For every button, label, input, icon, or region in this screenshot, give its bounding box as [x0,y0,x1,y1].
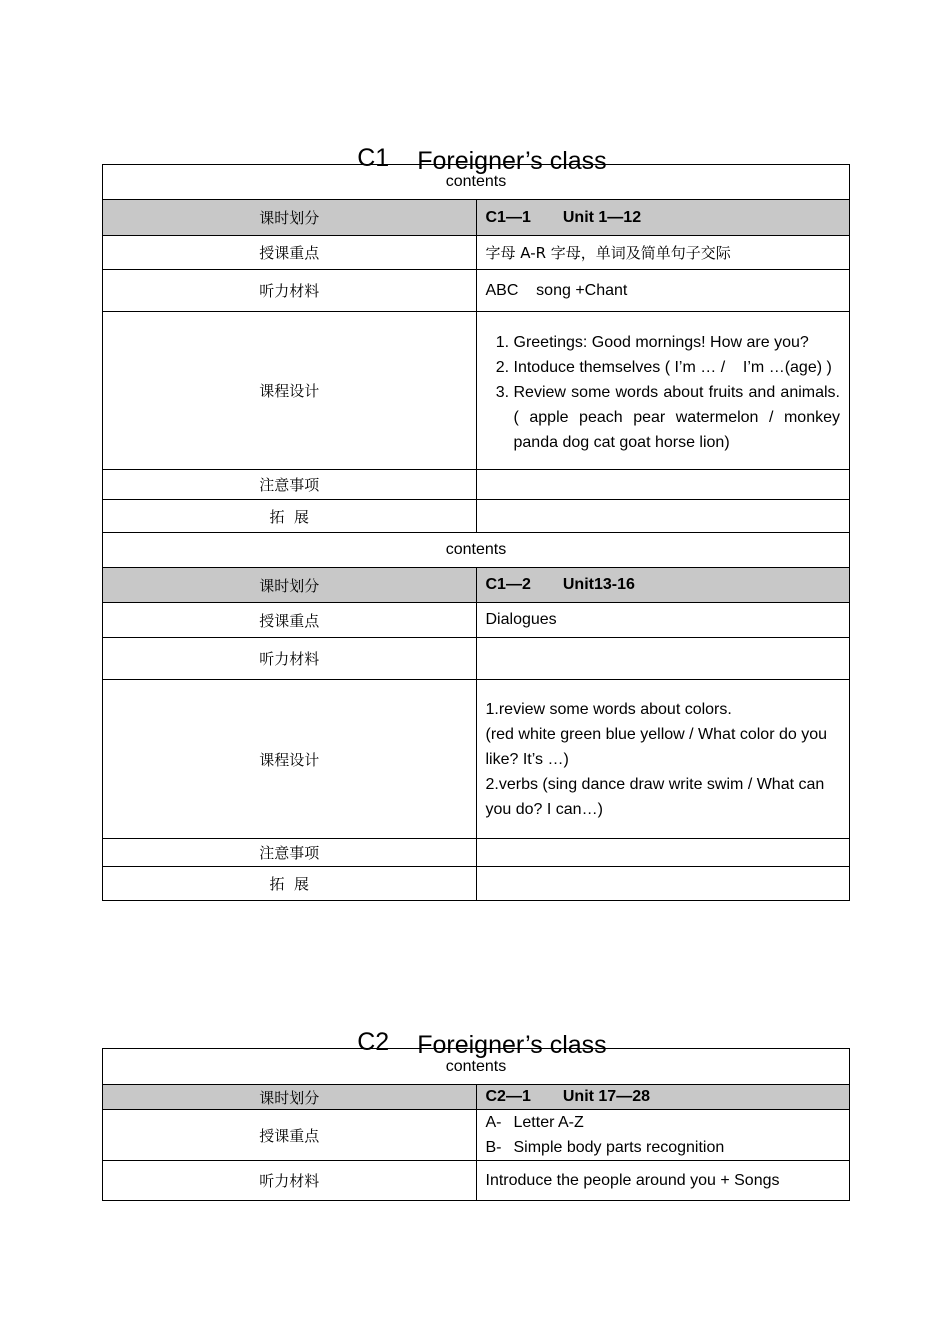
listening-label: 听力材料 [103,1161,477,1201]
design-value [476,680,850,839]
period-label: 课时划分 [103,568,477,603]
focus-item-marker: B- [485,1139,502,1156]
period-value [476,200,850,236]
focus-row [103,236,850,270]
focus-item-text: Simple body parts recognition [513,1139,725,1156]
period-code: C1—1 [485,208,531,226]
listening-value: Introduce the people around you + Songs [476,1161,850,1201]
design-line: 1.review some words about colors. [485,700,732,718]
notes-label: 注意事项 [103,839,477,867]
period-unit: Unit13-16 [562,576,635,593]
notes-value [476,839,850,867]
design-row [103,680,850,839]
period-label: 课时划分 [103,1085,477,1110]
focus-value: Dialogues [476,603,850,638]
design-item: 2. Intoduce themselves ( I’m … / I’m …(age) ) [514,355,841,380]
period-value [476,1085,850,1110]
c2-title-code: C2 [357,1028,390,1056]
design-label: 课程设计 [103,680,477,839]
focus-item-marker: A- [485,1114,502,1131]
design-row [103,312,850,470]
period-row [103,568,850,603]
notes-label: 注意事项 [103,470,477,500]
extension-value [476,500,850,533]
listening-label: 听力材料 [103,638,477,680]
extension-label: 拓 展 [103,867,477,901]
listening-label: 听力材料 [103,270,477,312]
contents-header: contents [103,1049,850,1085]
notes-value [476,470,850,500]
focus-item [486,1110,841,1135]
period-row [103,200,850,236]
period-row [103,1085,850,1110]
listening-row [103,638,850,680]
design-item: 3. Review some words about fruits and animals.( apple peach pear watermelon / monkey panda dog cat goat horse lion) [514,380,841,455]
listening-value [476,638,850,680]
extension-label: 拓 展 [103,500,477,533]
focus-value [476,1110,850,1161]
focus-item [486,1135,841,1160]
listening-row [103,1161,850,1201]
contents-header: contents [103,533,850,568]
c1-lesson-table [102,164,850,901]
extension-row [103,500,850,533]
period-unit: Unit 17—28 [562,1088,650,1105]
period-value [476,568,850,603]
design-item: 1. Greetings: Good mornings! How are you? [514,330,841,355]
contents-row [103,165,850,200]
c1-title-text: Foreigner’s class [417,147,607,175]
focus-label: 授课重点 [103,1110,477,1161]
notes-row [103,470,850,500]
design-line: (red white green blue yellow / What color do you like? It’s …) [485,725,828,768]
extension-value [476,867,850,901]
focus-value: 字母 A-R 字母，单词及简单句子交际 [476,236,850,270]
contents-row [103,1049,850,1085]
focus-row [103,603,850,638]
focus-row [103,1110,850,1161]
c1-title-code: C1 [357,144,390,172]
design-label: 课程设计 [103,312,477,470]
focus-label: 授课重点 [103,603,477,638]
listening-row [103,270,850,312]
c2-title-text: Foreigner’s class [417,1031,607,1059]
notes-row [103,839,850,867]
focus-label: 授课重点 [103,236,477,270]
c2-lesson-table [102,1048,850,1201]
focus-item-text: Letter A-Z [513,1114,584,1131]
design-value [476,312,850,470]
extension-row [103,867,850,901]
design-list [486,330,841,455]
period-unit: Unit 1—12 [562,208,642,226]
period-code: C1—2 [485,576,531,593]
contents-header: contents [103,165,850,200]
period-label: 课时划分 [103,200,477,236]
listening-value: ABC song +Chant [476,270,850,312]
period-code: C2—1 [485,1088,531,1105]
contents-row [103,533,850,568]
design-line: 2.verbs (sing dance draw write swim / What can you do? I can…) [485,775,825,818]
